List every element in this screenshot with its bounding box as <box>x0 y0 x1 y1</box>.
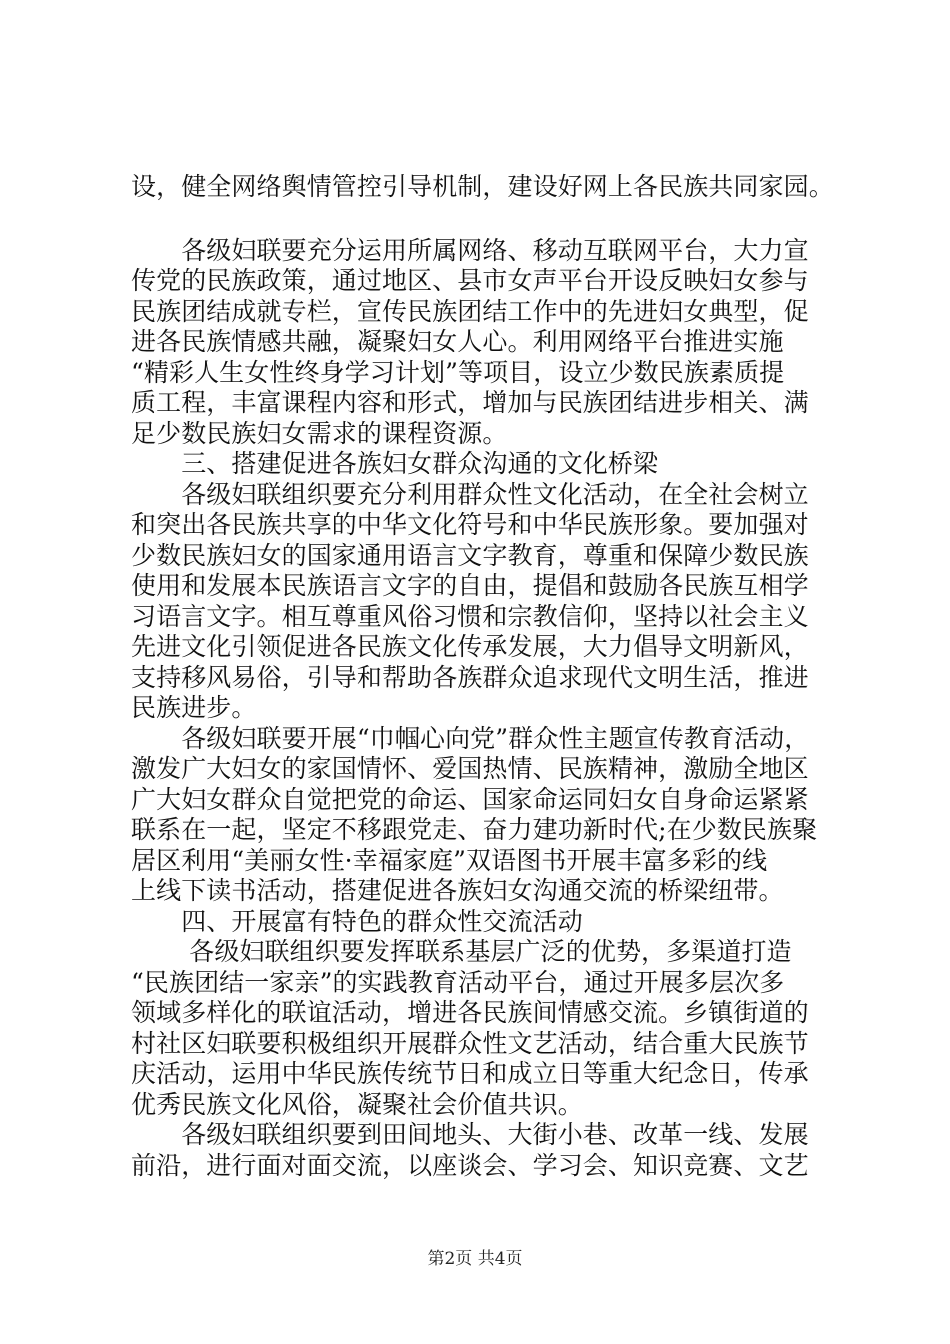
section-heading: 三、搭建促进各族妇女群众沟通的文化桥梁 <box>131 449 659 478</box>
text-line: 各级妇联要充分运用所属网络、移动互联网平台，大力宣 <box>131 235 809 265</box>
text-line: 进各民族情感共融，凝聚妇女人心。利用网络平台推进实施 <box>131 327 784 356</box>
text-line: 村社区妇联要积极组织开展群众性文艺活动，结合重大民族节 <box>131 1028 809 1058</box>
text-line: 支持移风易俗，引导和帮助各族群众追求现代文明生活，推进 <box>131 662 809 692</box>
paragraph-gap <box>131 203 831 236</box>
text-line: “精彩人生女性终身学习计划”等项目，设立少数民族素质提 <box>131 357 785 387</box>
text-line: 使用和发展本民族语言文字的自由，提倡和鼓励各民族互相学 <box>131 571 809 600</box>
text-line: 足少数民族妇女需求的课程资源。 <box>131 418 508 448</box>
text-line: 少数民族妇女的国家通用语言文字教育，尊重和保障少数民族 <box>131 540 809 570</box>
text-line: 设，健全网络舆情管控引导机制，建设好网上各民族共同家园。 <box>131 172 834 201</box>
text-line: 各级妇联要开展“巾帼心向党”群众性主题宣传教育活动， <box>131 723 810 753</box>
text-line: 联系在一起，坚定不移跟党走、奋力建功新时代;在少数民族聚 <box>131 815 818 844</box>
text-line: 质工程，丰富课程内容和形式，增加与民族团结进步相关、满 <box>131 388 809 417</box>
page-footer: 第2页 共4页 <box>427 1249 523 1269</box>
text-line: 激发广大妇女的家国情怀、爱国热情、民族精神，激励全地区 <box>131 754 809 783</box>
text-line: 先进文化引领促进各民族文化传承发展，大力倡导文明新风， <box>131 632 809 661</box>
text-line: 优秀民族文化风俗，凝聚社会价值共识。 <box>131 1089 583 1119</box>
section-heading: 四、开展富有特色的群众性交流活动 <box>131 906 583 936</box>
text-line: 各级妇联组织要发挥联系基层广泛的优势，多渠道打造 <box>131 937 792 966</box>
text-line: 民族进步。 <box>131 693 257 722</box>
text-line: 领域多样化的联谊活动，增进各民族间情感交流。乡镇街道的 <box>131 998 809 1027</box>
text-line: 民族团结成就专栏，宣传民族团结工作中的先进妇女典型，促 <box>131 296 809 326</box>
text-line: 庆活动，运用中华民族传统节日和成立日等重大纪念日，传承 <box>131 1059 809 1088</box>
text-line: 上线下读书活动，搭建促进各族妇女沟通交流的桥梁纽带。 <box>131 876 784 905</box>
text-line: 居区利用“美丽女性·幸福家庭”双语图书开展丰富多彩的线 <box>131 845 768 875</box>
text-line: 习语言文字。相互尊重风俗习惯和宗教信仰，坚持以社会主义 <box>131 601 809 631</box>
text-line: 和突出各民族共享的中华文化符号和中华民族形象。要加强对 <box>131 510 809 539</box>
text-line: 前沿，进行面对面交流，以座谈会、学习会、知识竞赛、文艺 <box>131 1150 809 1180</box>
text-line: 传党的民族政策，通过地区、县市女声平台开设反映妇女参与 <box>131 266 809 295</box>
text-line: “民族团结一家亲”的实践教育活动平台，通过开展多层次多 <box>131 967 785 997</box>
text-line: 各级妇联组织要充分利用群众性文化活动，在全社会树立 <box>131 479 809 509</box>
document-body <box>131 172 834 1181</box>
text-line: 广大妇女群众自觉把党的命运、国家命运同妇女自身命运紧紧 <box>131 784 809 814</box>
text-line: 各级妇联组织要到田间地头、大街小巷、改革一线、发展 <box>131 1120 809 1149</box>
